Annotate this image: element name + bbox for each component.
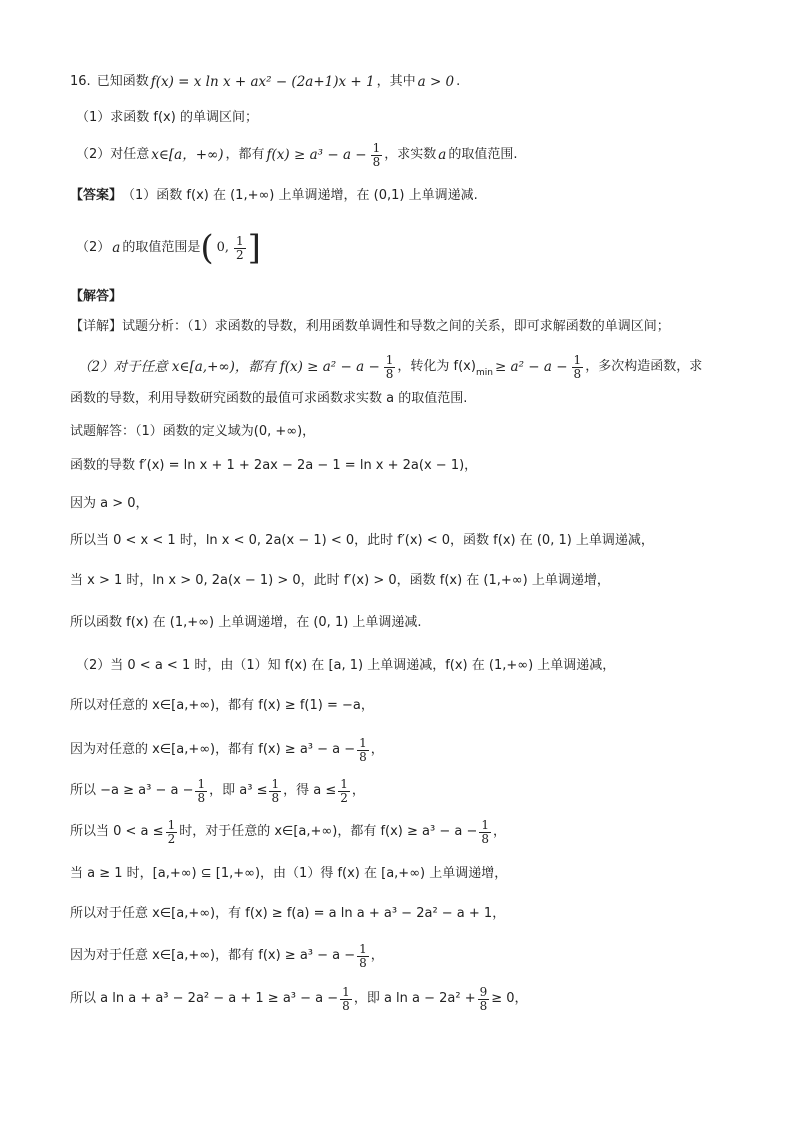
question-text: 的取值范围. [448,147,518,162]
question-1: （1）求函数 f(x) 的单调区间； [76,110,258,125]
detail-line-2: （2）对于任意 x∈[a,+∞)，都有 f(x) ≥ a² − a − $\frac{1}{8}$ ，转化为 f(x) min ≥ a² − a − $\frac{1}{8}$ ，多次构造函数，求 [78,352,703,381]
question-math: x∈[a，+∞) [151,147,224,163]
answer-text: 的取值范围是 [122,240,201,255]
solution-step-2: 函数的导数 f′(x) = ln x + 1 + 2ax − 2a − 1 = ln x + 2a(x − 1)， [70,458,478,473]
solution-step-4: 所以当 0 < x < 1 时，ln x < 0, 2a(x − 1) < 0，此时 f′(x) < 0，函数 f(x) 在 (0, 1) 上单调递减， [70,533,654,548]
solution-step-8: 所以对任意的 x∈[a,+∞)，都有 f(x) ≥ f(1) = −a， [70,698,374,713]
question-text: ，求实数 [384,147,437,162]
solution-step-11: 所以当 0 < a ≤ $\frac{1}{2}$ 时，对于任意的 x∈[a,+∞)，都有 f(x) ≥ a³ − a − $\frac{1}{8}$ ， [70,817,507,846]
answer-interval: ( 0, $\frac{1}{2}$ ] [200,228,261,268]
question-math: a [438,147,447,163]
solution-step-5: 当 x > 1 时，ln x > 0, 2a(x − 1) > 0，此时 f′(x) > 0，函数 f(x) 在 (1,+∞) 上单调递增， [70,573,610,588]
problem-number: 16. [70,74,91,89]
question-math: f(x) ≥ a³ − a − [266,147,367,163]
detail-line-3: 函数的导数，利用导数研究函数的最值可求函数求实数 a 的取值范围. [70,391,468,406]
solution-step-7: （2）当 0 < a < 1 时，由（1）知 f(x) 在 [a, 1) 上单调递减，f(x) 在 (1,+∞) 上单调递减， [76,658,616,673]
answer-line-2 [76,228,261,268]
fraction: $\frac{1}{8}$ [372,140,381,169]
problem-text: . [456,74,461,89]
problem-text: 已知函数 [96,74,149,89]
answer-text: （2） [76,240,111,255]
problem-statement [70,72,460,92]
solution-step-13: 所以对于任意 x∈[a,+∞)，有 f(x) ≥ f(a) = a ln a + a³ − 2a² − a + 1， [70,906,506,921]
answer-text: （1）函数 f(x) 在 (1,+∞) 上单调递增，在 (0,1) 上单调递减. [122,188,478,203]
solution-step-14: 因为对于任意 x∈[a,+∞)，都有 f(x) ≥ a³ − a − $\frac{1}{8}$ ， [70,941,384,970]
problem-condition: a > 0 [417,74,455,90]
problem-text: ，其中 [376,74,416,89]
solution-step-10: 所以 −a ≥ a³ − a − $\frac{1}{8}$ ，即 a³ ≤ $\frac{1}{8}$ ，得 a ≤ $\frac{1}{2}$ ， [70,776,365,805]
solution-step-6: 所以函数 f(x) 在 (1,+∞) 上单调递增，在 (0, 1) 上单调递减. [70,615,422,630]
answer-math: a [112,240,121,256]
question-text: （2）对任意 [76,147,150,162]
detail-line-1: 【详解】试题分析：（1）求函数的导数，利用函数单调性和导数之间的关系，即可求解函数的单调区间； [70,319,670,334]
solution-step-1: 试题解答：（1）函数的定义域为(0, +∞)， [70,424,316,439]
solution-step-3: 因为 a > 0， [70,496,149,511]
solution-step-12: 当 a ≥ 1 时，[a,+∞) ⊆ [1,+∞)，由（1）得 f(x) 在 [a,+∞) 上单调递增， [70,866,508,881]
problem-function: f(x) = x ln x + ax² − (2a+1)x + 1 [150,74,375,90]
question-text: ，都有 [225,147,265,162]
solution-label: 【解答】 [70,289,123,304]
answer-line-1 [70,186,478,206]
answer-label: 【答案】 [70,188,123,203]
question-2 [76,142,517,168]
solution-step-9: 因为对任意的 x∈[a,+∞)，都有 f(x) ≥ a³ − a − $\frac{1}{8}$ ， [70,735,384,764]
solution-step-15: 所以 a ln a + a³ − 2a² − a + 1 ≥ a³ − a − $\frac{1}{8}$ ，即 a ln a − 2a² + $\frac{9}{8}$ ≥ 0， [70,984,528,1013]
